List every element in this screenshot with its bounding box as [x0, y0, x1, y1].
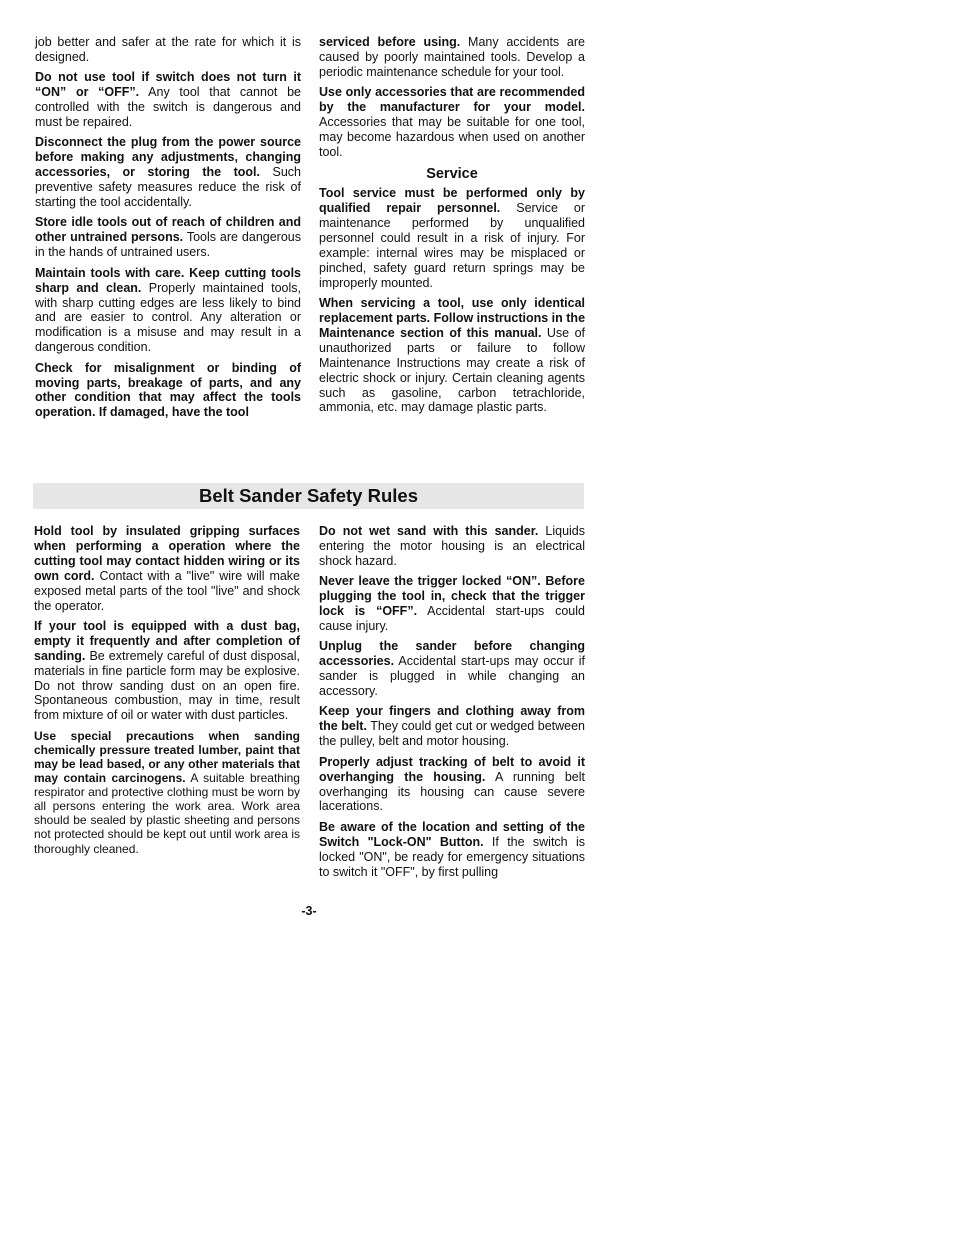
rule-lead: Use only accessories that are recommended by the manufacturer for your model. — [319, 85, 585, 115]
rule-insulated-surfaces — [34, 524, 300, 613]
rule-body: Any tool that cannot be controlled with the switch is dangerous and must be repaired. — [35, 85, 301, 130]
column-bottom-left — [34, 524, 300, 861]
rule-wet-sand — [319, 524, 585, 569]
rule-body: Tools are dangerous in the hands of untrained users. — [35, 230, 301, 260]
service-heading: Service — [426, 166, 478, 183]
paragraph-continuation: job better and safer at the rate for which it is designed. — [35, 35, 301, 64]
section-banner — [33, 483, 584, 509]
rule-dust-bag — [34, 619, 300, 723]
rule-use-accessories — [319, 85, 585, 160]
rule-lead: serviced before using. — [319, 35, 461, 49]
rule-body: Properly maintained tools, with sharp cutting edges are less likely to bind and are easier to control. Any alteration or modification is a misuse and may result in a dangerous condition. — [35, 280, 301, 355]
rule-body: Contact with a "live" wire will make exposed metal parts of the tool "live" and shock the operator. — [34, 568, 301, 613]
rule-lead: When servicing a tool, use only identical replacement parts. Follow instructions in the Maintenance section of this manual. — [319, 296, 586, 340]
rule-qualified-service — [319, 186, 585, 290]
column-top-right — [319, 35, 585, 421]
rule-maintain-tools — [35, 266, 301, 355]
rule-body: Service or maintenance performed by unqualified personnel could result in a risk of injury. For example: internal wires may be misplaced or pinched, safety guard return springs may be improperly mounted. — [319, 201, 585, 290]
rule-body: A running belt overhanging its housing can cause severe lacerations. — [319, 769, 585, 814]
rule-store-idle-tools — [35, 215, 301, 260]
rule-body: Many accidents are caused by poorly maintained tools. Develop a periodic maintenance schedule for your tool. — [319, 35, 585, 79]
rule-lead: Be aware of the location and setting of the Switch "Lock-ON" Button. — [319, 819, 585, 849]
rule-body: They could get cut or wedged between the pulley, belt and motor housing. — [319, 719, 586, 749]
rule-belt-tracking — [319, 755, 585, 815]
rule-lead: Check for misalignment or binding of moving parts, breakage of parts, and any other condition that may affect the tools operation. If damaged, have the tool — [35, 360, 301, 420]
rule-lock-on-button — [319, 820, 585, 880]
column-top-left — [35, 35, 301, 426]
rule-unplug-sander — [319, 639, 585, 699]
rule-serviced-before-using — [319, 35, 585, 80]
rule-lead: Tool service must be performed only by qualified repair personnel. — [319, 186, 585, 216]
rule-lead: If your tool is equipped with a dust bag, empty it frequently and after completion of sanding. — [34, 618, 300, 663]
rule-fingers-away — [319, 704, 585, 749]
column-bottom-right — [319, 524, 585, 885]
rule-body: A suitable breathing respirator and protective clothing must be worn by all persons entering the work area. Work area should be sealed by plastic sheeting and persons not protected should be kept out until work area is thoroughly cleaned. — [34, 771, 300, 856]
rule-body: If the switch is locked "ON", be ready for emergency situations to switch it "OFF", by first pulling — [319, 834, 585, 879]
rule-lead: Do not wet sand with this sander. — [319, 524, 539, 538]
rule-trigger-locked — [319, 574, 585, 634]
rule-lead: Maintain tools with care. Keep cutting tools sharp and clean. — [35, 265, 301, 295]
rule-special-precautions — [34, 729, 300, 856]
rule-lead: Store idle tools out of reach of children and other untrained persons. — [35, 215, 301, 245]
rule-lead: Properly adjust tracking of belt to avoid it overhanging the housing. — [319, 754, 585, 784]
rule-switch — [35, 70, 301, 130]
rule-body: Accidental start-ups may occur if sander is plugged in while changing an accessory. — [319, 654, 585, 699]
rule-disconnect-plug — [35, 135, 301, 210]
rule-lead: Disconnect the plug from the power source before making any adjustments, changing accessories, or storing the tool. — [35, 135, 301, 180]
rule-lead: Unplug the sander before changing accessories. — [319, 639, 585, 669]
rule-lead: Hold tool by insulated gripping surfaces when performing a operation where the cutting tool may contact hidden wiring or its own cord. — [34, 524, 300, 583]
rule-lead: Do not use tool if switch does not turn it “ON” or “OFF”. — [35, 70, 301, 100]
section-title: Belt Sander Safety Rules — [199, 485, 418, 506]
rule-body: Use of unauthorized parts or failure to follow Maintenance Instructions may create a risk of electric shock or injury. Certain cleaning agents such as gasoline, carbon tetrachloride, ammonia, etc. may damage plastic parts. — [319, 325, 585, 415]
rule-identical-parts — [319, 296, 585, 415]
rule-lead: Use special precautions when sanding chemically pressure treated lumber, paint that may be lead based, or any other materials that may contain carcinogens. — [34, 728, 300, 786]
rule-lead: Keep your fingers and clothing away from the belt. — [319, 704, 585, 734]
rule-body: Liquids entering the motor housing is an electrical shock hazard. — [319, 524, 585, 568]
page-number: -3- — [301, 904, 317, 918]
rule-check-misalignment — [35, 361, 301, 421]
rule-lead: Never leave the trigger locked “ON”. Before plugging the tool in, check that the trigger lock is “OFF”. — [319, 574, 585, 619]
rule-body: Accidental start-ups could cause injury. — [319, 604, 585, 633]
rule-body: Accessories that may be suitable for one tool, may become hazardous when used on another tool. — [319, 115, 585, 159]
rule-body: Such preventive safety measures reduce the risk of starting the tool accidentally. — [35, 165, 301, 210]
rule-body: Be extremely careful of dust disposal, materials in fine particle form may be explosive. Do not throw sanding dust on an open fire. Spontaneous combustion, may in time, result from mixture of oil or water with dust particles. — [34, 648, 300, 723]
